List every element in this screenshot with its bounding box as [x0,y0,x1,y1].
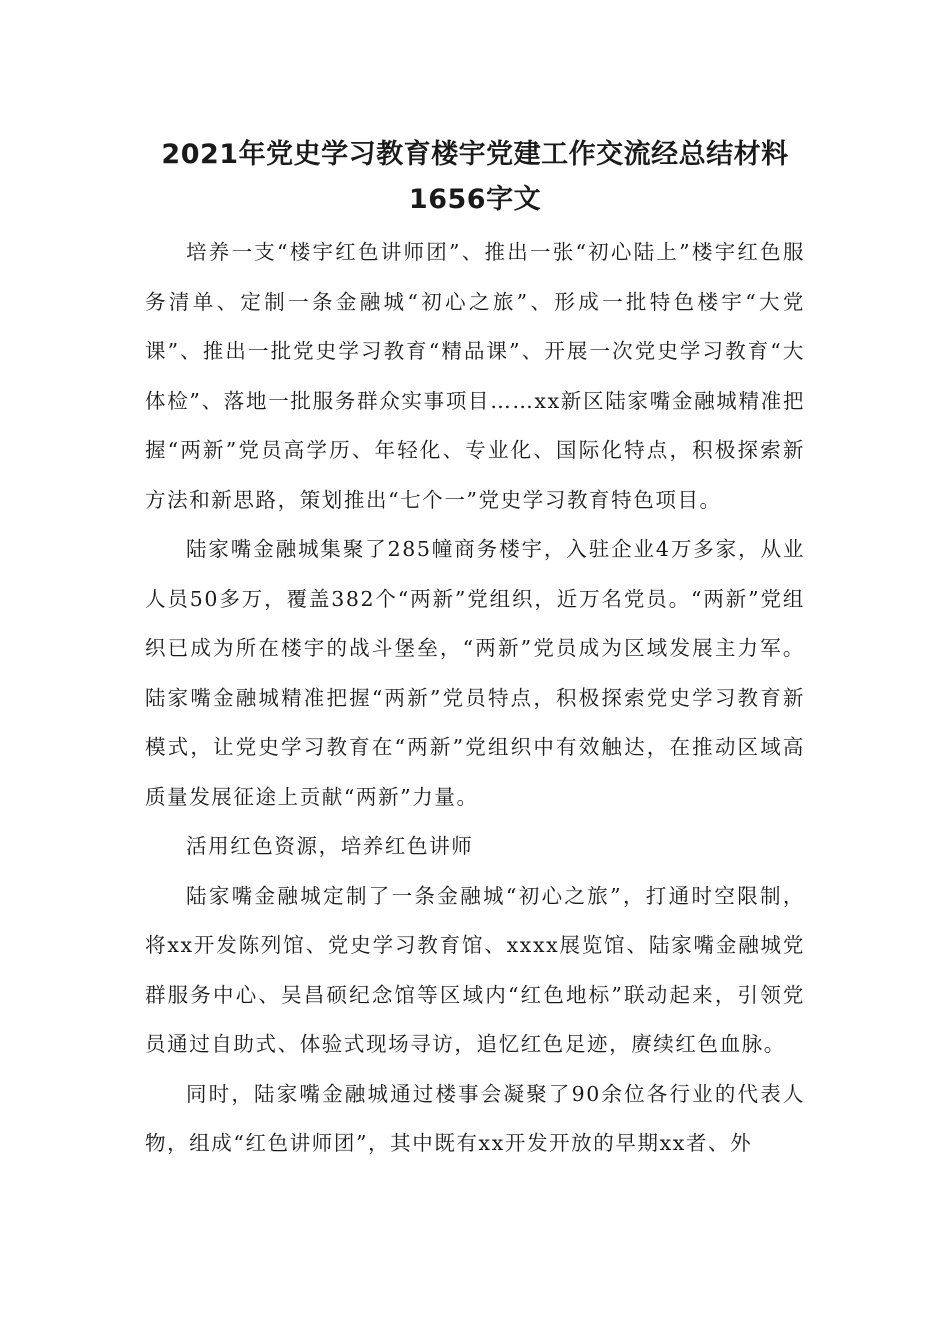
document-title [145,128,805,222]
document-body [145,228,805,1169]
paragraph-red-journey: 陆家嘴金融城定制了一条金融城“初心之旅”，打通时空限制，将xx开发陈列馆、党史学习教育馆、xxxx展览馆、陆家嘴金融城党群服务中心、吴昌硕纪念馆等区域内“红色地标”联动起来，引领党员通过自助式、体验式现场寻访，追忆红色足迹，赓续红色血脉。 [145,883,805,1056]
title-line-1: 2021年党史学习教育楼宇党建工作交流经总结材料 [161,139,789,170]
paragraph-lecturers: 同时，陆家嘴金融城通过楼事会凝聚了90余位各行业的代表人物，组成“红色讲师团”，其中既有xx开发开放的早期xx者、外 [145,1081,805,1155]
paragraph-overview: 陆家嘴金融城集聚了285幢商务楼宇，入驻企业4万多家，从业人员50多万，覆盖382个“两新”党组织，近万名党员。“两新”党组织已成为所在楼宇的战斗堡垒，“两新”党员成为区域发展主力军。陆家嘴金融城精准把握“两新”党员特点，积极探索党史学习教育新模式，让党史学习教育在“两新”党组织中有效触达，在推动区域高质量发展征途上贡献“两新”力量。 [145,537,805,809]
title-line-2: 1656字文 [408,184,542,215]
section-heading: 活用红色资源，培养红色讲师 [186,834,474,858]
paragraph-intro: 培养一支“楼宇红色讲师团”、推出一张“初心陆上”楼宇红色服务清单、定制一条金融城“初心之旅”、形成一批特色楼宇“大党课”、推出一批党史学习教育“精品课”、开展一次党史学习教育“大体检”、落地一批服务群众实事项目……xx新区陆家嘴金融城精准把握“两新”党员高学历、年轻化、专业化、国际化特点，积极探索新方法和新思路，策划推出“七个一”党史学习教育特色项目。 [145,240,805,512]
